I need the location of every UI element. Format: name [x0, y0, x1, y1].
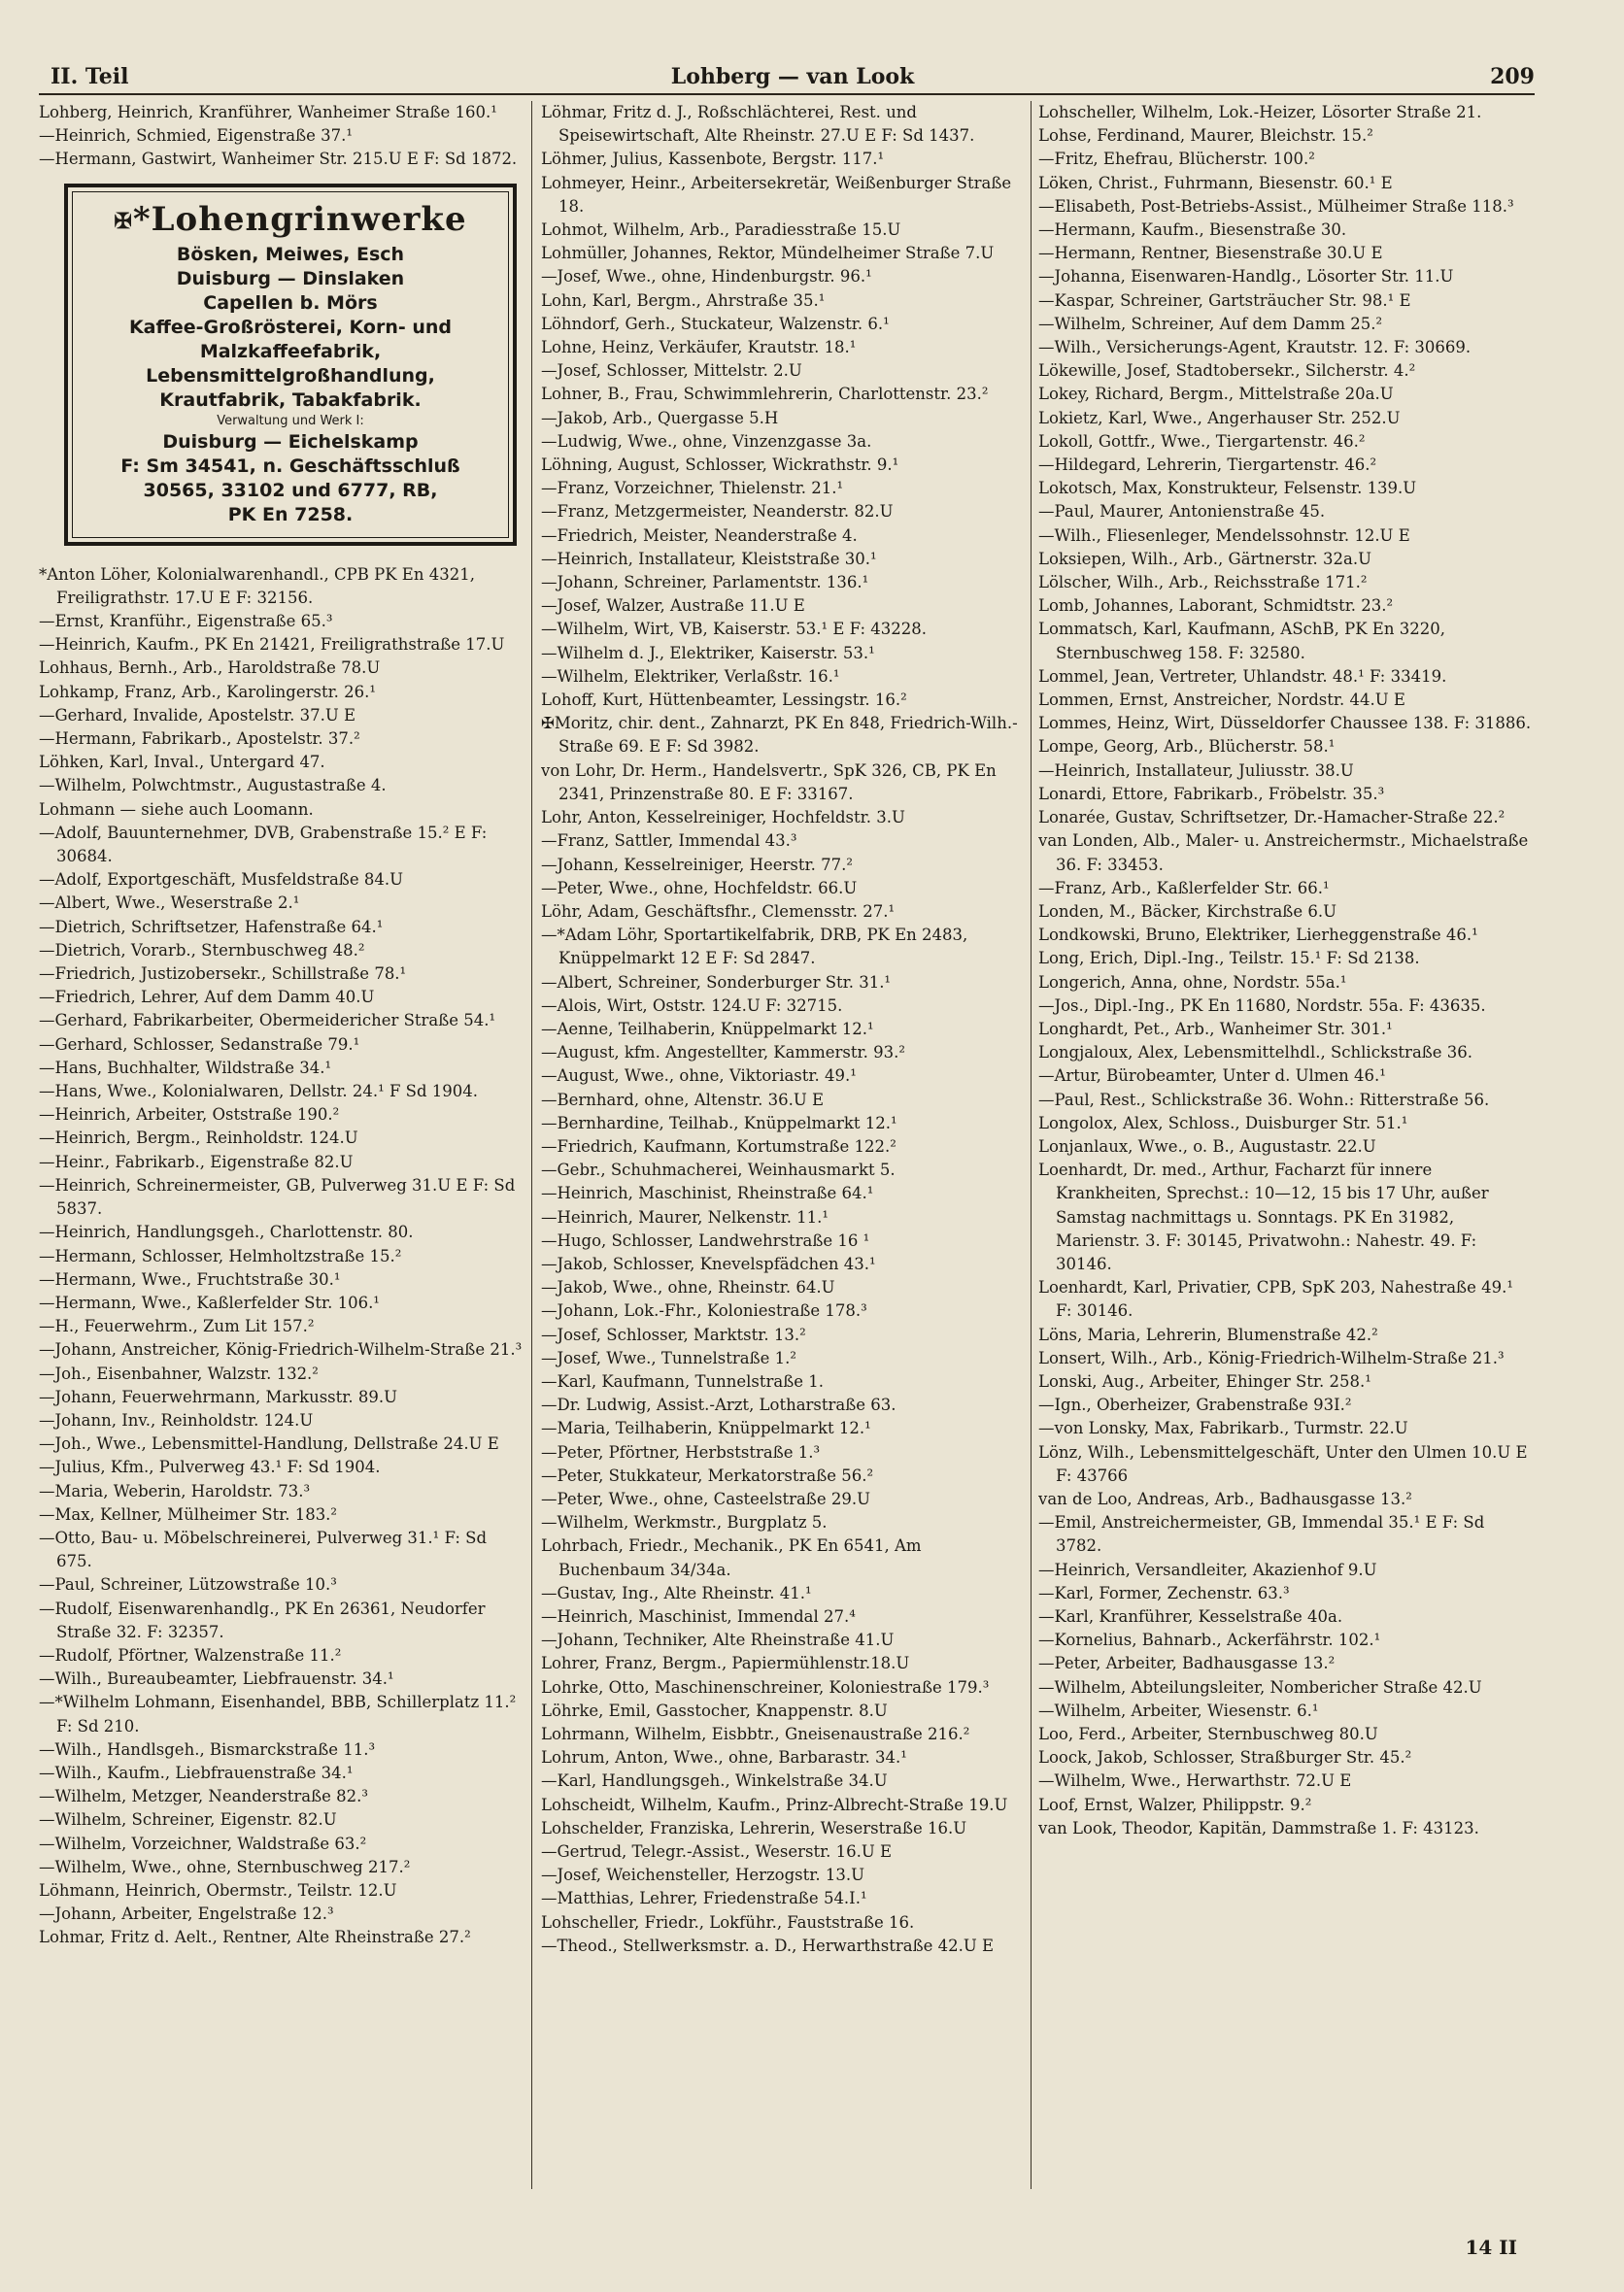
directory-entry: Löken, Christ., Fuhrmann, Biesenstr. 60.¹ E	[1038, 173, 1393, 192]
ad-owners: Bösken, Meiwes, Esch	[176, 243, 405, 265]
directory-entry: —Ign., Oberheizer, Grabenstraße 93I.²	[1038, 1396, 1352, 1415]
directory-entry: Löns, Maria, Lehrerin, Blumenstraße 42.²	[1038, 1325, 1378, 1344]
directory-entry: Löhken, Karl, Inval., Untergard 47.	[39, 753, 325, 772]
ad-logo-icon: ✠	[114, 208, 133, 234]
directory-entry: —Johann, Schreiner, Parlamentstr. 136.¹	[541, 573, 869, 592]
directory-entry: —Ludwig, Wwe., ohne, Vinzenzgasse 3a.	[541, 431, 872, 451]
directory-entry: Lohmot, Wilhelm, Arb., Paradiesstraße 15.U	[541, 220, 901, 240]
directory-entry: —Johann, Kesselreiniger, Heerstr. 77.²	[541, 855, 853, 874]
directory-entry: —*Wilhelm Lohmann, Eisenhandel, BBB, Schillerplatz 11.² F: Sd 210.	[39, 1693, 517, 1736]
directory-entry: —Gerhard, Schlosser, Sedanstraße 79.¹	[39, 1034, 360, 1054]
directory-entry: —Gustav, Ing., Alte Rheinstr. 41.¹	[541, 1583, 812, 1602]
signature-mark: 14 II	[1465, 2236, 1517, 2259]
directory-entry: Lohse, Ferdinand, Maurer, Bleichstr. 15.²	[1038, 126, 1373, 146]
directory-entry: Lohner, B., Frau, Schwimmlehrerin, Charlottenstr. 23.²	[541, 385, 989, 404]
ad-cities-1: Duisburg — Dinslaken	[176, 267, 405, 289]
column-1	[39, 101, 523, 2189]
directory-entry: Lohkamp, Franz, Arb., Karolingerstr. 26.¹	[39, 682, 377, 701]
ad-desc-2: Malzkaffeefabrik,	[199, 340, 382, 362]
directory-entry: —August, kfm. Angestellter, Kammerstr. 93.²	[541, 1043, 905, 1062]
directory-entry: ✠Moritz, chir. dent., Zahnarzt, PK En 848, Friedrich-Wilh.-Straße 69. E F: Sd 3982.	[541, 714, 1018, 757]
directory-entry: —Heinrich, Installateur, Juliusstr. 38.U	[1038, 760, 1354, 780]
directory-entry: —Josef, Walzer, Austraße 11.U E	[541, 596, 805, 616]
directory-entry: —Hugo, Schlosser, Landwehrstraße 16 ¹	[541, 1230, 870, 1250]
col2-list	[541, 101, 1023, 1958]
directory-entry: —Peter, Wwe., ohne, Hochfeldstr. 66.U	[541, 878, 858, 897]
directory-entry: —Dietrich, Vorarb., Sternbuschweg 48.²	[39, 940, 365, 960]
col3-list	[1038, 101, 1532, 1840]
directory-entry: —Karl, Kranführer, Kesselstraße 40a.	[1038, 1607, 1343, 1626]
directory-entry: —Paul, Schreiner, Lützowstraße 10.³	[39, 1575, 337, 1595]
directory-entry: Lohmann — siehe auch Loomann.	[39, 799, 314, 819]
directory-entry: —Wilh., Fliesenleger, Mendelssohnstr. 12.U E	[1038, 525, 1410, 545]
page-number: 209	[1490, 64, 1535, 89]
column-2	[541, 101, 1023, 2189]
directory-entry: —Bernhardine, Teilhab., Knüppelmarkt 12.¹	[541, 1113, 897, 1132]
directory-entry: —Josef, Schlosser, Mittelstr. 2.U	[541, 361, 802, 381]
directory-entry: —Heinrich, Versandleiter, Akazienhof 9.U	[1038, 1560, 1377, 1579]
directory-entry: —Hermann, Wwe., Fruchtstraße 30.¹	[39, 1269, 341, 1289]
directory-entry: von Lohr, Dr. Herm., Handelsvertr., SpK 326, CB, PK En 2341, Prinzenstraße 80. E F: 33167.	[541, 760, 997, 803]
directory-entry: Lohr, Anton, Kesselreiniger, Hochfeldstr. 3.U	[541, 808, 905, 827]
directory-entry: —Wilhelm, Wirt, VB, Kaiserstr. 53.¹ E F: 43228.	[541, 620, 928, 639]
ad-phone-3: PK En 7258.	[227, 503, 354, 525]
directory-entry: —Heinrich, Schmied, Eigenstraße 37.¹	[39, 126, 353, 146]
directory-entry: Loock, Jakob, Schlosser, Straßburger Str. 45.²	[1038, 1748, 1412, 1768]
col1-bottom-list	[39, 563, 523, 1950]
directory-entry: Lonsert, Wilh., Arb., König-Friedrich-Wilhelm-Straße 21.³	[1038, 1348, 1505, 1367]
directory-entry: —Gebr., Schuhmacherei, Weinhausmarkt 5.	[541, 1161, 896, 1180]
directory-entry: van Look, Theodor, Kapitän, Dammstraße 1. F: 43123.	[1038, 1818, 1479, 1837]
directory-entry: Lommatsch, Karl, Kaufmann, ASchB, PK En 3220, Sternbuschweg 158. F: 32580.	[1038, 620, 1445, 662]
directory-entry: Lohrbach, Friedr., Mechanik., PK En 6541, Am Buchenbaum 34/34a.	[541, 1536, 922, 1579]
directory-entry: Lohmar, Fritz d. Aelt., Rentner, Alte Rheinstraße 27.²	[39, 1928, 471, 1947]
directory-entry: —Wilhelm, Abteilungsleiter, Nombericher Straße 42.U	[1038, 1677, 1482, 1697]
directory-entry: van Londen, Alb., Maler- u. Anstreichermstr., Michaelstraße 36. F: 33453.	[1038, 831, 1529, 874]
directory-entry: —Rudolf, Pförtner, Walzenstraße 11.²	[39, 1645, 342, 1665]
directory-entry: Löhmar, Fritz d. J., Roßschlächterei, Rest. und Speisewirtschaft, Alte Rheinstr. 27.U E F: Sd 1437.	[541, 103, 975, 146]
directory-entry: Long, Erich, Dipl.-Ing., Teilstr. 15.¹ F: Sd 2138.	[1038, 949, 1420, 968]
directory-entry: —Jakob, Arb., Quergasse 5.H	[541, 408, 779, 427]
directory-entry: Londen, M., Bäcker, Kirchstraße 6.U	[1038, 901, 1336, 921]
directory-entry: —Ernst, Kranführ., Eigenstraße 65.³	[39, 612, 333, 631]
directory-entry: —Franz, Arb., Kaßlerfelder Str. 66.¹	[1038, 878, 1330, 897]
directory-entry: —Otto, Bau- u. Möbelschreinerei, Pulverweg 31.¹ F: Sd 675.	[39, 1528, 488, 1571]
directory-entry: —Wilhelm, Schreiner, Eigenstr. 82.U	[39, 1810, 337, 1830]
ad-admin: Verwaltung und Werk I:	[217, 413, 364, 428]
directory-entry: —Johann, Techniker, Alte Rheinstraße 41.U	[541, 1631, 895, 1650]
directory-entry: —Johann, Arbeiter, Engelstraße 12.³	[39, 1904, 334, 1924]
directory-entry: Lompe, Georg, Arb., Blücherstr. 58.¹	[1038, 737, 1336, 757]
directory-entry: Löhning, August, Schlosser, Wickrathstr. 9.¹	[541, 455, 899, 475]
directory-entry: Lohmeyer, Heinr., Arbeitersekretär, Weißenburger Straße 18.	[541, 173, 1012, 216]
directory-entry: van de Loo, Andreas, Arb., Badhausgasse 13.²	[1038, 1489, 1412, 1508]
directory-entry: —Josef, Weichensteller, Herzogstr. 13.U	[541, 1866, 864, 1885]
directory-entry: —Gertrud, Telegr.-Assist., Weserstr. 16.U E	[541, 1842, 893, 1862]
column-divider	[531, 101, 532, 2189]
directory-entry: —Max, Kellner, Mülheimer Str. 183.²	[39, 1504, 338, 1524]
directory-entry: Lohhaus, Bernh., Arb., Haroldstraße 78.U	[39, 658, 381, 678]
directory-entry: —Heinrich, Handlungsgeh., Charlottenstr. 80.	[39, 1223, 414, 1242]
ad-desc-1: Kaffee-Großrösterei, Korn- und	[128, 316, 453, 338]
directory-entry: —Johann, Feuerwehrmann, Markusstr. 89.U	[39, 1387, 397, 1406]
directory-entry: —Heinr., Fabrikarb., Eigenstraße 82.U	[39, 1152, 354, 1171]
directory-entry: —Heinrich, Maurer, Nelkenstr. 11.¹	[541, 1207, 829, 1227]
ad-company-name: *Lohengrinwerke	[132, 199, 467, 239]
directory-entry: —Paul, Maurer, Antonienstraße 45.	[1038, 502, 1326, 522]
directory-entry: —Friedrich, Lehrer, Auf dem Damm 40.U	[39, 988, 375, 1007]
directory-entry: Lommel, Jean, Vertreter, Uhlandstr. 48.¹ F: 33419.	[1038, 666, 1447, 686]
directory-entry: Loof, Ernst, Walzer, Philippstr. 9.²	[1038, 1795, 1312, 1814]
directory-entry: —Dr. Ludwig, Assist.-Arzt, Lotharstraße 63.	[541, 1396, 897, 1415]
directory-entry: —Heinrich, Installateur, Kleiststraße 30.¹	[541, 549, 877, 568]
directory-entry: Longerich, Anna, ohne, Nordstr. 55a.¹	[1038, 972, 1347, 992]
directory-entry: —Wilhelm, Vorzeichner, Waldstraße 63.²	[39, 1834, 367, 1853]
ad-title	[79, 198, 502, 243]
directory-entry: —Wilh., Handlsgeh., Bismarckstraße 11.³	[39, 1739, 376, 1759]
directory-entry: —Kornelius, Bahnarb., Ackerfährstr. 102.¹	[1038, 1631, 1381, 1650]
directory-entry: Lohrum, Anton, Wwe., ohne, Barbarastr. 34.¹	[541, 1748, 907, 1768]
directory-entry: —Theod., Stellwerksmstr. a. D., Herwarthstraße 42.U E	[541, 1936, 995, 1955]
directory-entry: —Friedrich, Meister, Neanderstraße 4.	[541, 525, 858, 545]
directory-entry: Loenhardt, Karl, Privatier, CPB, SpK 203, Nahestraße 49.¹ F: 30146.	[1038, 1278, 1513, 1321]
directory-entry: Lokoll, Gottfr., Wwe., Tiergartenstr. 46.²	[1038, 431, 1366, 451]
directory-entry: Lohscheidt, Wilhelm, Kaufm., Prinz-Albrecht-Straße 19.U	[541, 1795, 1008, 1814]
page-header	[51, 64, 1535, 97]
directory-entry: —Johann, Lok.-Fhr., Koloniestraße 178.³	[541, 1301, 867, 1321]
directory-entry: —Hans, Wwe., Kolonialwaren, Dellstr. 24.¹ F Sd 1904.	[39, 1082, 479, 1101]
directory-entry: —Gerhard, Fabrikarbeiter, Obermeidericher Straße 54.¹	[39, 1011, 496, 1030]
directory-entry: —Karl, Handlungsgeh., Winkelstraße 34.U	[541, 1771, 888, 1791]
directory-entry: Lonjanlaux, Wwe., o. B., Augustastr. 22.U	[1038, 1136, 1376, 1156]
directory-entry: —Hans, Buchhalter, Wildstraße 34.¹	[39, 1058, 332, 1077]
directory-entry: Longolox, Alex, Schloss., Duisburger Str. 51.¹	[1038, 1113, 1408, 1132]
directory-entry: Lonarée, Gustav, Schriftsetzer, Dr.-Hamacher-Straße 22.²	[1038, 808, 1506, 827]
directory-entry: —Heinrich, Kaufm., PK En 21421, Freiligrathstraße 17.U	[39, 635, 505, 655]
directory-entry: —Josef, Wwe., ohne, Hindenburgstr. 96.¹	[541, 267, 872, 286]
directory-entry: —Paul, Rest., Schlickstraße 36. Wohn.: Ritterstraße 56.	[1038, 1090, 1490, 1109]
directory-entry: *Anton Löher, Kolonialwarenhandl., CPB PK En 4321, Freiligrathstr. 17.U E F: 32156.	[39, 564, 475, 607]
directory-entry: —Aenne, Teilhaberin, Knüppelmarkt 12.¹	[541, 1019, 874, 1038]
directory-entry: Lönz, Wilh., Lebensmittelgeschäft, Unter den Ulmen 10.U E F: 43766	[1038, 1442, 1528, 1485]
directory-entry: —Dietrich, Schriftsetzer, Hafenstraße 64.¹	[39, 917, 384, 936]
directory-entry: —Wilhelm, Polwchtmstr., Augustastraße 4.	[39, 776, 387, 795]
directory-entry: —Hermann, Gastwirt, Wanheimer Str. 215.U E F: Sd 1872.	[39, 150, 518, 169]
directory-entry: Loo, Ferd., Arbeiter, Sternbuschweg 80.U	[1038, 1725, 1378, 1744]
directory-entry: —Peter, Wwe., ohne, Casteelstraße 29.U	[541, 1489, 870, 1508]
directory-entry: Lohrer, Franz, Bergm., Papiermühlenstr.18.U	[541, 1654, 910, 1673]
directory-entry: Lommen, Ernst, Anstreicher, Nordstr. 44.U E	[1038, 691, 1405, 710]
directory-entry: —Wilhelm, Wwe., ohne, Sternbuschweg 217.²	[39, 1857, 411, 1876]
directory-entry: —Johann, Anstreicher, König-Friedrich-Wilhelm-Straße 21.³	[39, 1340, 523, 1360]
directory-entry: —Albert, Schreiner, Sonderburger Str. 31.¹	[541, 972, 892, 992]
directory-entry: —Emil, Anstreichermeister, GB, Immendal 35.¹ E F: Sd 3782.	[1038, 1513, 1485, 1556]
directory-entry: —Franz, Metzgermeister, Neanderstr. 82.U	[541, 502, 894, 522]
directory-entry: Longhardt, Pet., Arb., Wanheimer Str. 301.¹	[1038, 1019, 1393, 1038]
directory-entry: —Gerhard, Invalide, Apostelstr. 37.U E	[39, 705, 356, 725]
directory-entry: —Wilhelm, Schreiner, Auf dem Damm 25.²	[1038, 314, 1383, 333]
directory-entry: —Adolf, Bauunternehmer, DVB, Grabenstraße 15.² E F: 30684.	[39, 823, 488, 866]
ad-cities-2: Capellen b. Mörs	[203, 291, 378, 314]
directory-entry: Lohmüller, Johannes, Rektor, Mündelheimer Straße 7.U	[541, 244, 995, 263]
directory-entry: —Peter, Pförtner, Herbststraße 1.³	[541, 1442, 821, 1462]
directory-entry: —Wilhelm, Wwe., Herwarthstr. 72.U E	[1038, 1771, 1352, 1791]
directory-entry: Lohschelder, Franziska, Lehrerin, Weserstraße 16.U	[541, 1818, 967, 1837]
directory-entry: —Johanna, Eisenwaren-Handlg., Lösorter Str. 11.U	[1038, 267, 1454, 286]
directory-entry: —Bernhard, ohne, Altenstr. 36.U E	[541, 1090, 825, 1109]
directory-entry: —Peter, Stukkateur, Merkatorstraße 56.²	[541, 1466, 874, 1485]
directory-entry: Lohberg, Heinrich, Kranführer, Wanheimer Straße 160.¹	[39, 103, 497, 121]
directory-entry: —Wilhelm d. J., Elektriker, Kaiserstr. 53.¹	[541, 643, 875, 662]
directory-entry: —Karl, Former, Zechenstr. 63.³	[1038, 1583, 1290, 1602]
directory-entry: —Hildegard, Lehrerin, Tiergartenstr. 46.²	[1038, 455, 1377, 475]
directory-entry: Loenhardt, Dr. med., Arthur, Facharzt für innere Krankheiten, Sprechst.: 10—12, 15 bis 17 Uhr, außer Samstag nachmittags u. Sonntags. PK En 31982, Marienstr. 3. F: 30145, Privatwohn.: Nahestr. 49. F: 30146.	[1038, 1161, 1489, 1273]
directory-entry: —Maria, Weberin, Haroldstr. 73.³	[39, 1481, 311, 1500]
directory-entry: Lohn, Karl, Bergm., Ahrstraße 35.¹	[541, 290, 826, 310]
directory-entry: Londkowski, Bruno, Elektriker, Lierheggenstraße 46.¹	[1038, 926, 1478, 945]
directory-entry: —Wilhelm, Metzger, Neanderstraße 82.³	[39, 1787, 368, 1806]
directory-entry: —Adolf, Exportgeschäft, Musfeldstraße 84.U	[39, 870, 403, 890]
directory-entry: —Heinrich, Maschinist, Rheinstraße 64.¹	[541, 1184, 874, 1203]
directory-entry: —Friedrich, Justizobersekr., Schillstraße 78.¹	[39, 964, 407, 984]
directory-entry: —Josef, Wwe., Tunnelstraße 1.²	[541, 1348, 797, 1367]
ad-desc-4: Krautfabrik, Tabakfabrik.	[159, 388, 422, 411]
directory-entry: —Jakob, Schlosser, Knevelspfädchen 43.¹	[541, 1254, 876, 1273]
directory-entry: —Elisabeth, Post-Betriebs-Assist., Mülheimer Straße 118.³	[1038, 196, 1514, 216]
directory-entry: —Wilh., Versicherungs-Agent, Krautstr. 12. F: 30669.	[1038, 338, 1472, 357]
directory-entry: Lonski, Aug., Arbeiter, Ehinger Str. 258.¹	[1038, 1371, 1371, 1391]
directory-entry: —Hermann, Schlosser, Helmholtzstraße 15.²	[39, 1246, 402, 1265]
ad-phone-2: 30565, 33102 und 6777, RB,	[143, 479, 438, 501]
directory-entry: —Hermann, Kaufm., Biesenstraße 30.	[1038, 220, 1347, 240]
directory-entry: —Joh., Wwe., Lebensmittel-Handlung, Dellstraße 24.U E	[39, 1434, 499, 1454]
ad-desc-3: Lebensmittelgroßhandlung,	[146, 364, 435, 387]
directory-entry: —Wilhelm, Werkmstr., Burgplatz 5.	[541, 1513, 828, 1533]
directory-entry: —Heinrich, Maschinist, Immendal 27.⁴	[541, 1607, 856, 1626]
directory-entry: —Wilh., Kaufm., Liebfrauenstraße 34.¹	[39, 1763, 354, 1782]
directory-entry: Lonardi, Ettore, Fabrikarb., Fröbelstr. 35.³	[1038, 784, 1385, 803]
directory-entry: —Franz, Vorzeichner, Thielenstr. 21.¹	[541, 479, 844, 498]
directory-entry: Lokey, Richard, Bergm., Mittelstraße 20a.U	[1038, 385, 1394, 404]
directory-entry: —Matthias, Lehrer, Friedenstraße 54.I.¹	[541, 1889, 867, 1908]
directory-entry: —Franz, Sattler, Immendal 43.³	[541, 831, 797, 851]
directory-entry: Löhndorf, Gerh., Stuckateur, Walzenstr. 6.¹	[541, 314, 890, 333]
directory-entry: Loksiepen, Wilh., Arb., Gärtnerstr. 32a.U	[1038, 549, 1371, 568]
directory-entry: Lohoff, Kurt, Hüttenbeamter, Lessingstr. 16.²	[541, 691, 907, 710]
col1-top-list	[39, 101, 523, 172]
directory-entry: Lohrke, Otto, Maschinenschreiner, Koloniestraße 179.³	[541, 1677, 990, 1697]
directory-entry: Lohne, Heinz, Verkäufer, Krautstr. 18.¹	[541, 338, 857, 357]
directory-entry: —Heinrich, Bergm., Reinholdstr. 124.U	[39, 1129, 358, 1148]
directory-entry: Lohscheller, Wilhelm, Lok.-Heizer, Lösorter Straße 21.	[1038, 103, 1482, 121]
directory-entry: Longjaloux, Alex, Lebensmittelhdl., Schlickstraße 36.	[1038, 1043, 1473, 1062]
directory-entry: —Peter, Arbeiter, Badhausgasse 13.²	[1038, 1654, 1336, 1673]
directory-entry: —Johann, Inv., Reinholdstr. 124.U	[39, 1410, 314, 1430]
page-title: Lohberg — van Look	[670, 64, 915, 89]
directory-entry: —Wilhelm, Elektriker, Verlaßstr. 16.¹	[541, 666, 840, 686]
directory-entry: —Heinrich, Arbeiter, Oststraße 190.²	[39, 1105, 340, 1125]
directory-entry: —Fritz, Ehefrau, Blücherstr. 100.²	[1038, 150, 1315, 169]
directory-entry: —H., Feuerwehrm., Zum Lit 157.²	[39, 1317, 315, 1336]
directory-entry: —Hermann, Fabrikarb., Apostelstr. 37.²	[39, 729, 360, 749]
directory-entry: —Alois, Wirt, Oststr. 124.U F: 32715.	[541, 995, 843, 1015]
ad-phone-1: F: Sm 34541, n. Geschäftsschluß	[120, 455, 460, 477]
directory-entry: —Wilhelm, Arbeiter, Wiesenstr. 6.¹	[1038, 1701, 1319, 1720]
directory-entry: —von Lonsky, Max, Fabrikarb., Turmstr. 22.U	[1038, 1419, 1408, 1438]
directory-entry: Löhmer, Julius, Kassenbote, Bergstr. 117.¹	[541, 150, 885, 169]
directory-entry: Lölscher, Wilh., Arb., Reichsstraße 171.²	[1038, 573, 1368, 592]
directory-entry: Lohrmann, Wilhelm, Eisbbtr., Gneisenaustraße 216.²	[541, 1725, 970, 1744]
directory-entry: Löhr, Adam, Geschäftsfhr., Clemensstr. 27.¹	[541, 901, 896, 921]
directory-entry: Lommes, Heinz, Wirt, Düsseldorfer Chaussee 138. F: 31886.	[1038, 714, 1532, 733]
directory-entry: —Julius, Kfm., Pulverweg 43.¹ F: Sd 1904.	[39, 1458, 381, 1477]
directory-entry: Lohscheller, Friedr., Lokführ., Fauststraße 16.	[541, 1912, 915, 1932]
ad-admin-city: Duisburg — Eichelskamp	[162, 430, 419, 453]
directory-entry: Lomb, Johannes, Laborant, Schmidtstr. 23.²	[1038, 596, 1394, 616]
directory-entry: —Heinrich, Schreinermeister, GB, Pulverweg 31.U E F: Sd 5837.	[39, 1175, 516, 1219]
directory-entry: —Wilh., Bureaubeamter, Liebfrauenstr. 34.¹	[39, 1669, 394, 1689]
directory-entry: —Josef, Schlosser, Marktstr. 13.²	[541, 1325, 806, 1344]
directory-entry: —Hermann, Wwe., Kaßlerfelder Str. 106.¹	[39, 1293, 380, 1312]
directory-entry: —Jakob, Wwe., ohne, Rheinstr. 64.U	[541, 1278, 835, 1298]
directory-entry: Lokotsch, Max, Konstrukteur, Felsenstr. 139.U	[1038, 479, 1417, 498]
advertisement-inner	[72, 191, 509, 538]
directory-entry: —*Adam Löhr, Sportartikelfabrik, DRB, PK En 2483, Knüppelmarkt 12 E F: Sd 2847.	[541, 926, 968, 968]
section-label: II. Teil	[51, 64, 129, 89]
directory-entry: —Hermann, Rentner, Biesenstraße 30.U E	[1038, 244, 1383, 263]
directory-entry: —August, Wwe., ohne, Viktoriastr. 49.¹	[541, 1066, 857, 1086]
directory-entry: —Rudolf, Eisenwarenhandlg., PK En 26361, Neudorfer Straße 32. F: 32357.	[39, 1599, 486, 1641]
directory-entry: —Maria, Teilhaberin, Knüppelmarkt 12.¹	[541, 1419, 871, 1438]
directory-entry: Löhmann, Heinrich, Obermstr., Teilstr. 12.U	[39, 1880, 397, 1900]
directory-entry: —Kaspar, Schreiner, Gartsträucher Str. 98.¹ E	[1038, 290, 1411, 310]
directory-entry: —Friedrich, Kaufmann, Kortumstraße 122.²	[541, 1136, 897, 1156]
directory-entry: —Jos., Dipl.-Ing., PK En 11680, Nordstr. 55a. F: 43635.	[1038, 995, 1486, 1015]
directory-entry: Lokietz, Karl, Wwe., Angerhauser Str. 252.U	[1038, 408, 1401, 427]
advertisement-box	[64, 184, 517, 546]
directory-entry: Löhrke, Emil, Gasstocher, Knappenstr. 8.U	[541, 1701, 888, 1720]
column-divider	[1031, 101, 1032, 2189]
header-rule	[39, 93, 1535, 95]
column-3	[1038, 101, 1532, 2189]
directory-entry: —Joh., Eisenbahner, Walzstr. 132.²	[39, 1364, 319, 1383]
directory-entry: —Albert, Wwe., Weserstraße 2.¹	[39, 893, 300, 913]
directory-entry: —Karl, Kaufmann, Tunnelstraße 1.	[541, 1371, 824, 1391]
directory-entry: Lökewille, Josef, Stadtobersekr., Silcherstr. 4.²	[1038, 361, 1416, 381]
directory-entry: —Artur, Bürobeamter, Unter d. Ulmen 46.¹	[1038, 1066, 1386, 1086]
